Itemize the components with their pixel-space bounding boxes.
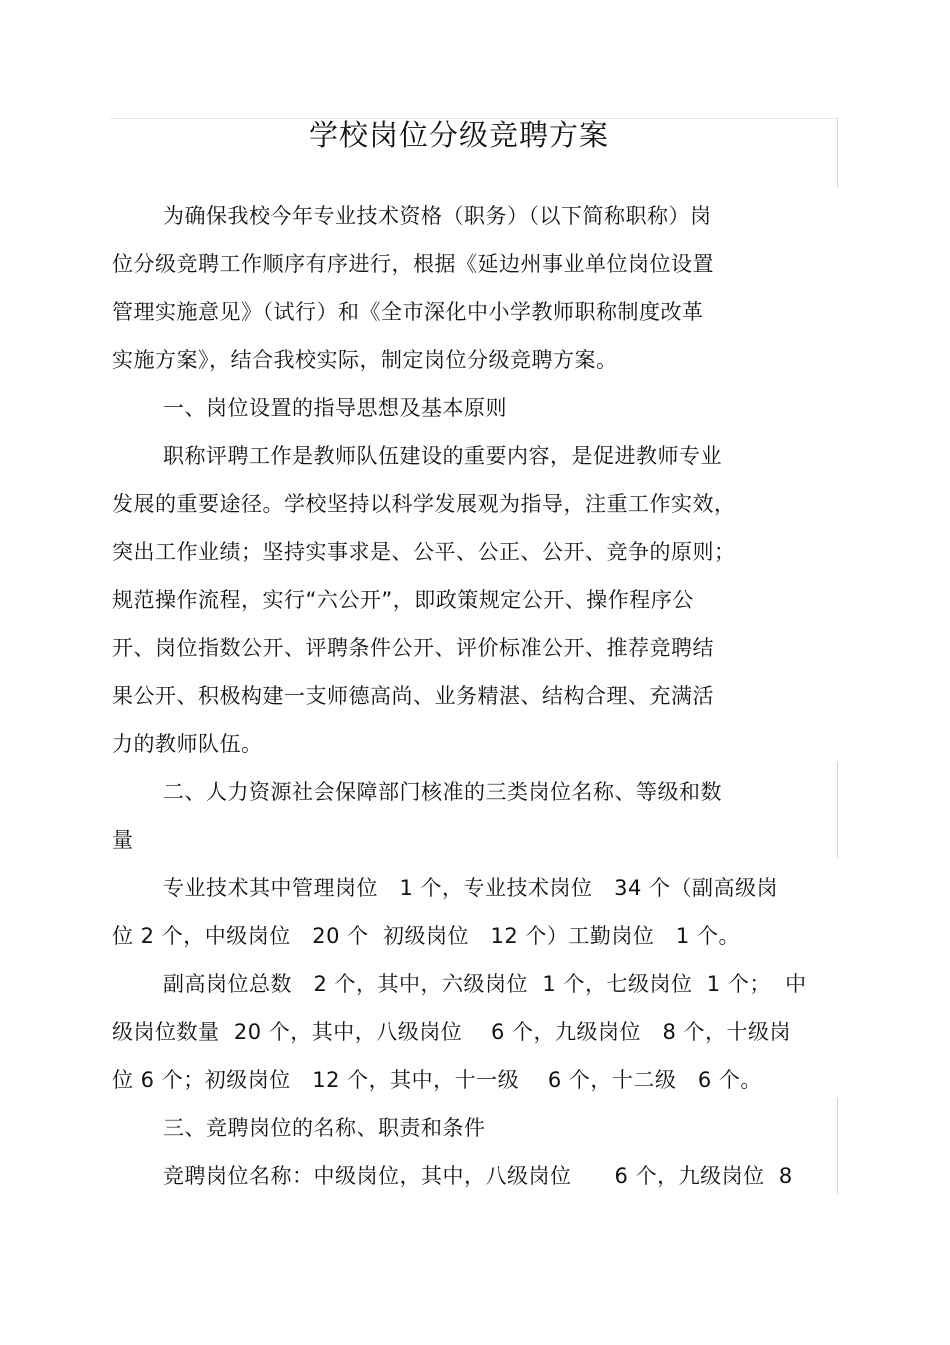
paragraph-line: 职称评聘工作是教师队伍建设的重要内容，是促进教师专业 [163, 444, 722, 468]
paragraph-line: 副高岗位总数 2 个，其中，六级岗位 1 个，七级岗位 1 个； 中 [163, 972, 807, 996]
paragraph-line: 位 2 个，中级岗位 20 个 初级岗位 12 个）工勤岗位 1 个。 [112, 924, 740, 948]
paragraph-line: 级岗位数量 20 个，其中，八级岗位 6 个，九级岗位 8 个，十级岗 [112, 1020, 792, 1044]
paragraph-line: 位 6 个；初级岗位 12 个，其中，十一级 6 个，十二级 6 个。 [112, 1068, 762, 1092]
paragraph-line: 规范操作流程，实行“六公开”，即政策规定公开、操作程序公 [112, 588, 694, 612]
section-heading: 二、人力资源社会保障部门核准的三类岗位名称、等级和数 [163, 780, 722, 804]
paragraph-line: 管理实施意见》（试行）和《全市深化中小学教师职称制度改革 [112, 300, 704, 324]
paragraph-line: 开、岗位指数公开、评聘条件公开、评价标准公开、推荐竞聘结 [112, 636, 714, 660]
paragraph-line: 果公开、积极构建一支师德高尚、业务精湛、结构合理、充满活 [112, 684, 714, 708]
paragraph-line: 竞聘岗位名称：中级岗位，其中，八级岗位 6 个，九级岗位 8 [163, 1164, 793, 1188]
section-heading: 三、竞聘岗位的名称、职责和条件 [163, 1116, 486, 1140]
side-mark [837, 762, 838, 858]
section-heading: 量 [112, 828, 134, 852]
paragraph-line: 力的教师队伍。 [112, 732, 263, 756]
paragraph-line: 突出工作业绩；坚持实事求是、公平、公正、公开、竞争的原则； [112, 540, 736, 564]
paragraph-line: 专业技术其中管理岗位 1 个，专业技术岗位 34 个（副高级岗 [163, 876, 778, 900]
paragraph-line: 发展的重要途径。学校坚持以科学发展观为指导，注重工作实效， [112, 492, 736, 516]
section-heading: 一、岗位设置的指导思想及基本原则 [163, 396, 507, 420]
paragraph-line: 位分级竞聘工作顺序有序进行，根据《延边州事业单位岗位设置 [112, 252, 714, 276]
document-title: 学校岗位分级竞聘方案 [308, 118, 609, 152]
paragraph-line: 实施方案》，结合我校实际，制定岗位分级竞聘方案。 [112, 348, 618, 372]
side-mark [837, 1098, 838, 1194]
paragraph-line: 为确保我校今年专业技术资格（职务）（以下简称职称）岗 [163, 204, 712, 228]
